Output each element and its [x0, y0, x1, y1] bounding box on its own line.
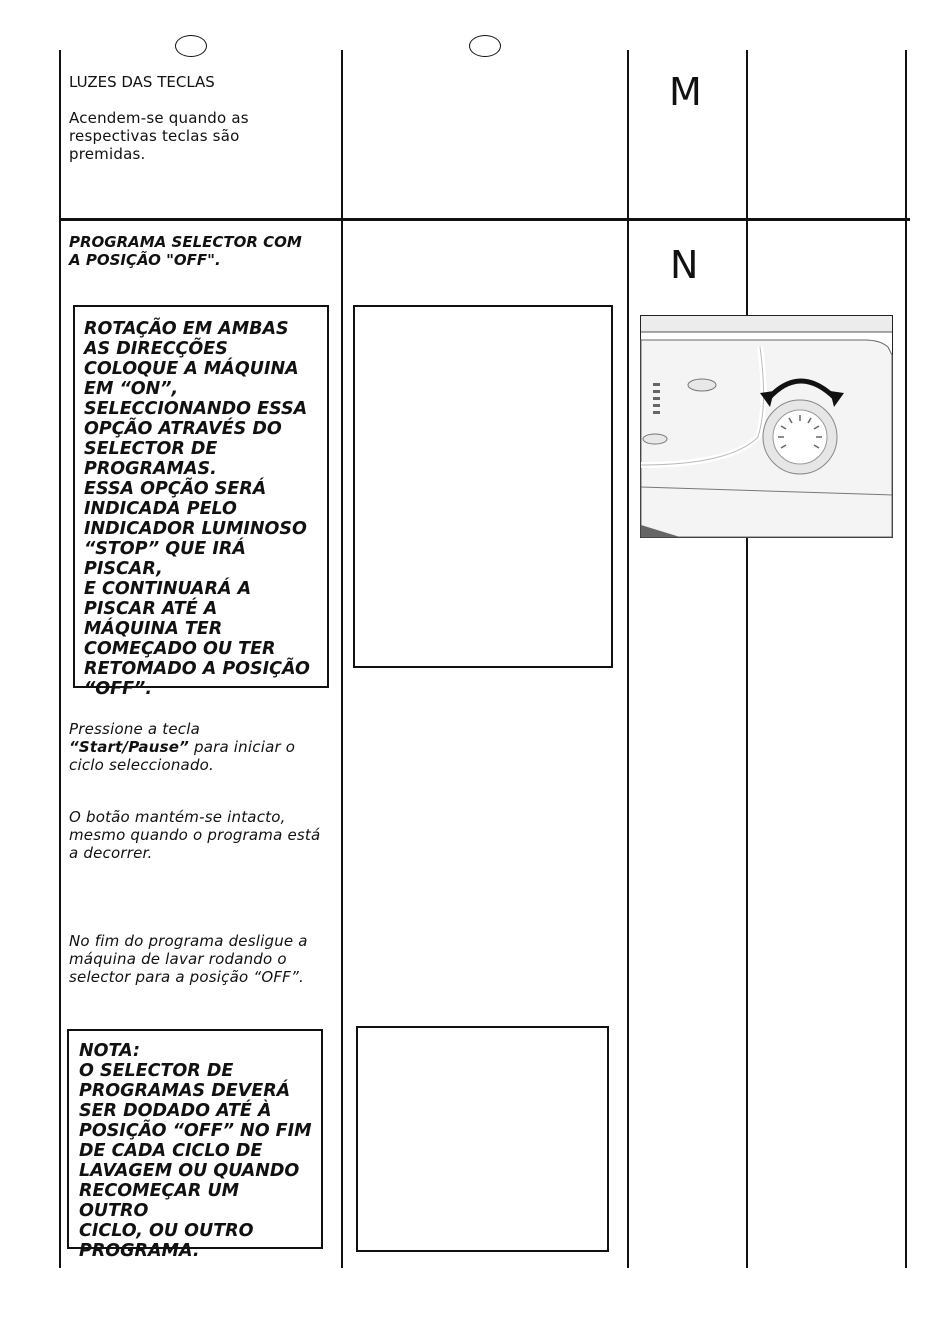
section-m-title: LUZES DAS TECLAS — [69, 73, 215, 91]
start-instructions — [69, 720, 329, 774]
section-m-body: Acendem-se quando as respectivas teclas são premidas. — [69, 109, 249, 163]
section-n-letter: N — [670, 243, 699, 287]
button-intact-text: O botão mantém-se intacto, mesmo quando o programa está a decorrer. — [69, 808, 321, 862]
column-divider-right — [627, 50, 629, 1268]
language-flag-circle-right — [469, 35, 501, 57]
warning-box — [73, 305, 329, 699]
column-divider-middle — [341, 50, 343, 1268]
section-separator — [59, 218, 910, 221]
start-line-3: ciclo seleccionado. — [69, 756, 215, 774]
column-divider-edge — [905, 50, 907, 1268]
language-flag-circle-left — [175, 35, 207, 57]
note-text: NOTA: O SELECTOR DE PROGRAMAS DEVERÁ SER DODADO ATÉ À POSIÇÃO “OFF” NO FIM DE CADA CICLO DE LAVAGEM OU QUANDO RECOMEÇAR UM OUTRO CICLO, OU OUTRO PROGRAMA. — [79, 1041, 312, 1261]
section-n-title-1: PROGRAMA SELECTOR COM — [69, 233, 302, 251]
start-pause-key: “Start/Pause” — [69, 738, 189, 756]
start-line-2-suffix: para iniciar o — [189, 738, 296, 756]
section-n-title-2: A POSIÇÃO "OFF". — [69, 251, 221, 269]
note-box — [67, 1029, 323, 1261]
note-box-translation-empty — [356, 1026, 609, 1252]
washing-machine-selector-illustration — [640, 315, 893, 540]
end-of-program-text: No fim do programa desligue a máquina de lavar rodando o selector para a posição “OFF”. — [69, 932, 308, 986]
start-line-1: Pressione a tecla — [69, 720, 200, 738]
column-divider-image — [746, 50, 748, 1268]
warning-box-translation-empty — [353, 305, 613, 668]
start-line-2 — [69, 738, 329, 756]
section-m-letter: M — [669, 70, 702, 114]
warning-text: ROTAÇÃO EM AMBAS AS DIRECÇÕES COLOQUE A MÁQUINA EM “ON”, SELECCIONANDO ESSA OPÇÃO ATRAVÉS DO SELECTOR DE PROGRAMAS. ESSA OPÇÃO SERÁ INDICADA PELO INDICADOR LUMINOSO “STOP” QUE IRÁ PISCAR, E CONTINUARÁ A PISCAR ATÉ A MÁQUINA TER COMEÇADO OU TER RETOMADO A POSIÇÃO “OFF”. — [84, 319, 310, 699]
column-divider-left — [59, 50, 61, 1268]
